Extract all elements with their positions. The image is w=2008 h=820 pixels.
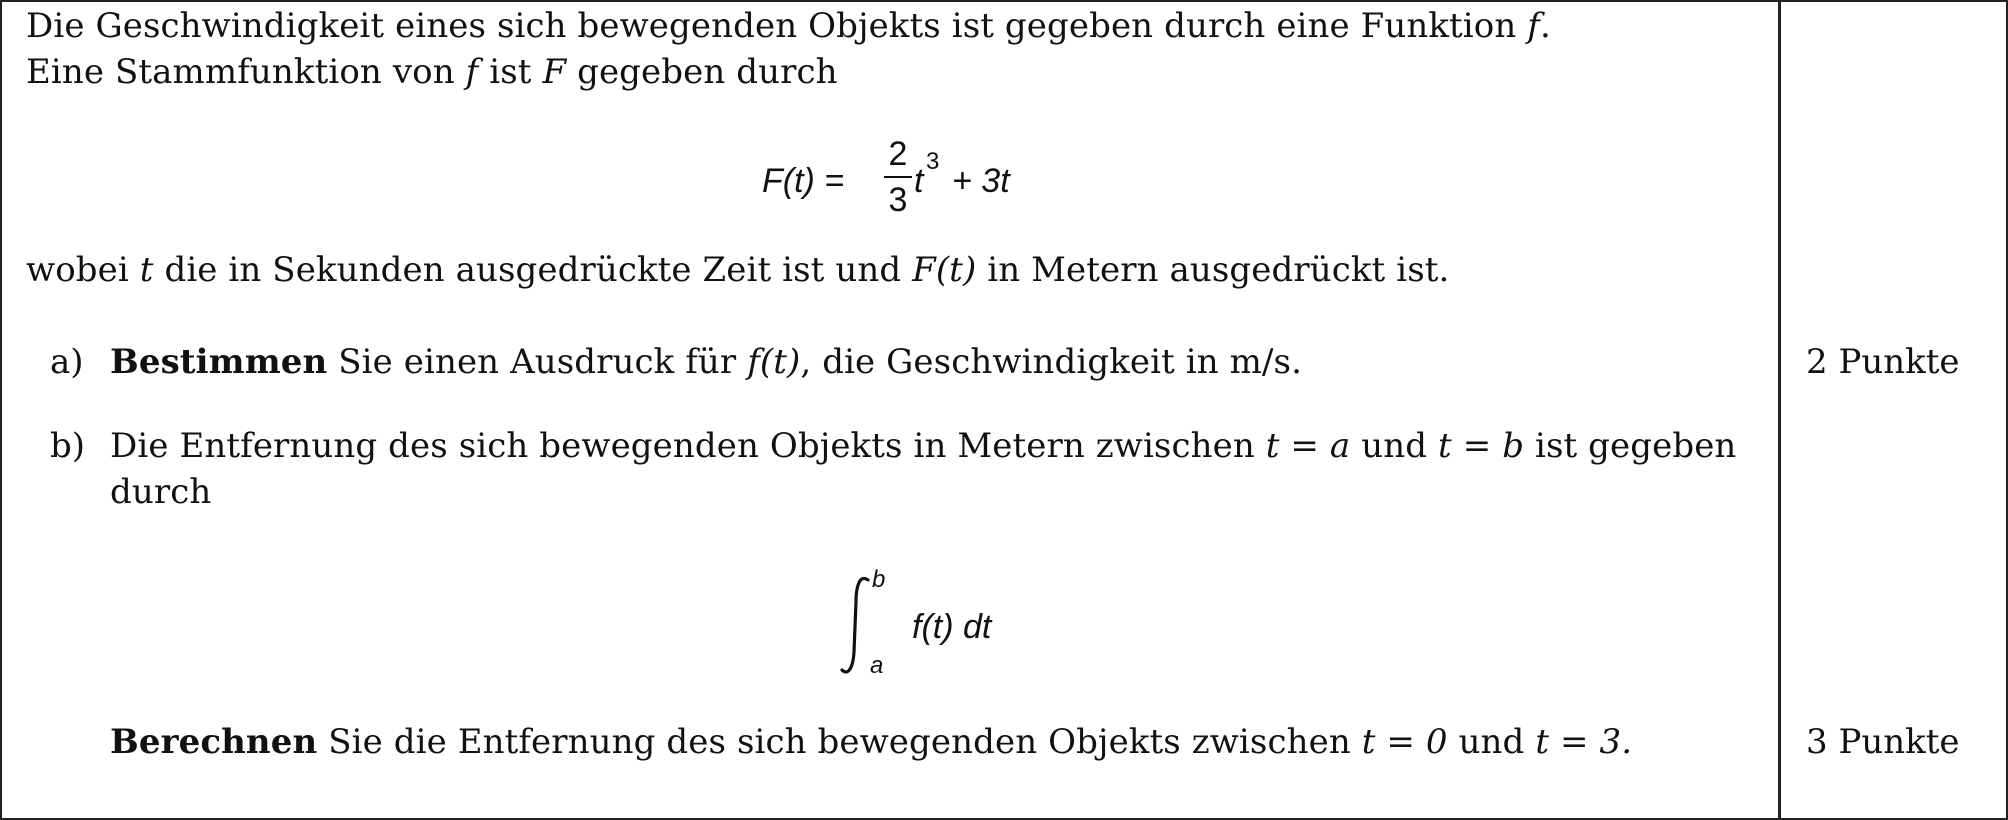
wobei-text: wobei (26, 250, 129, 290)
period: . (1539, 6, 1551, 46)
fraction-bar (884, 176, 912, 178)
part-b-body: und (1458, 722, 1525, 762)
symbol-f: f (1527, 6, 1540, 46)
part-a-body: , die Geschwindigkeit in m/s. (800, 342, 1303, 382)
integral-upper-limit: b (872, 566, 886, 593)
fraction-denominator: 3 (888, 181, 908, 219)
symbol-Ft: F(t) (912, 250, 977, 290)
fraction-two-thirds (884, 134, 912, 220)
symbol-ft: f(t) (747, 342, 801, 382)
equation-t-a: t = a (1265, 426, 1351, 466)
formula-lhs: F(t) = (762, 162, 845, 200)
part-b-line-3 (110, 720, 1632, 764)
part-b-body: Sie die Entfernung des sich bewegenden Objekts zwischen (328, 722, 1351, 762)
intro-text: gegeben durch (577, 52, 838, 92)
symbol-t: t (139, 250, 154, 290)
part-a-points: 2 Punkte (1806, 342, 1960, 382)
part-b-body: und (1361, 426, 1428, 466)
points-column-divider (1778, 0, 1781, 820)
intro-text: ist (489, 52, 532, 92)
formula-exponent: 3 (926, 148, 940, 175)
intro-line-2 (26, 50, 838, 94)
symbol-f: f (465, 52, 479, 92)
part-b-verb: Berechnen (110, 722, 318, 762)
integral-integrand: f(t) dt (912, 608, 992, 646)
equation-t-3: t = 3. (1535, 722, 1633, 762)
wobei-text: in Metern ausgedrückt ist. (987, 250, 1450, 290)
part-a-body: Sie einen Ausdruck für (338, 342, 737, 382)
equation-t-0: t = 0 (1361, 722, 1448, 762)
intro-text: Die Geschwindigkeit eines sich bewegenden Objekts ist gegeben durch eine Funktion (26, 6, 1517, 46)
part-b-line-1 (110, 424, 1736, 468)
definite-integral (838, 566, 1038, 682)
symbol-F: F (542, 52, 567, 92)
part-b-line-2: durch (110, 472, 212, 512)
wobei-line (26, 248, 1449, 292)
formula-t: t (914, 162, 924, 200)
part-b-body: Die Entfernung des sich bewegenden Objekts in Metern zwischen (110, 426, 1255, 466)
intro-line-1 (26, 4, 1551, 48)
part-b-points: 3 Punkte (1806, 722, 1960, 762)
part-b-label: b) (50, 426, 86, 466)
wobei-text: die in Sekunden ausgedrückte Zeit ist und (164, 250, 902, 290)
part-a-label: a) (50, 342, 84, 382)
formula-rest: + 3t (952, 162, 1010, 200)
equation-t-b: t = b (1438, 426, 1525, 466)
part-b-body: ist gegeben (1534, 426, 1737, 466)
fraction-numerator: 2 (888, 135, 908, 173)
part-a-verb: Bestimmen (110, 342, 328, 382)
intro-text: Eine Stammfunktion von (26, 52, 455, 92)
integral-lower-limit: a (870, 652, 884, 679)
part-a-text (110, 340, 1302, 384)
